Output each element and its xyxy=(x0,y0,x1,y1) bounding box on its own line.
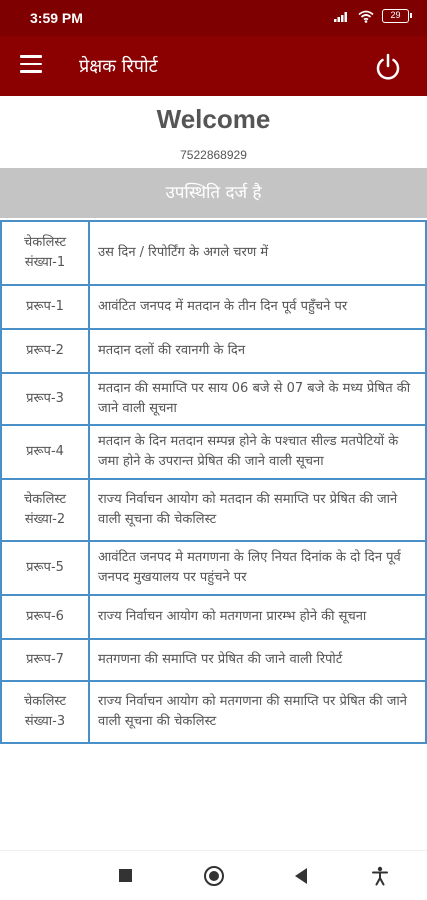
home-icon[interactable] xyxy=(204,866,224,886)
power-icon[interactable] xyxy=(373,52,403,82)
signal-icon xyxy=(334,10,350,22)
report-code: प्ररूप-7 xyxy=(1,639,89,681)
attendance-banner: उपस्थिति दर्ज है xyxy=(0,168,427,218)
report-description: मतदान की समाप्ति पर साय 06 बजे से 07 बजे के मध्य प्रेषित की जाने वाली सूचना xyxy=(89,373,426,425)
battery-icon: 29 xyxy=(382,9,409,23)
app-title: प्रेक्षक रिपोर्ट xyxy=(79,56,158,77)
table-row[interactable] xyxy=(1,595,426,639)
status-bar xyxy=(0,0,427,36)
report-description: मतगणना की समाप्ति पर प्रेषित की जाने वाली रिपोर्ट xyxy=(89,639,426,681)
table-row[interactable] xyxy=(1,373,426,425)
report-code: चेकलिस्ट संख्या-3 xyxy=(1,681,89,743)
back-icon[interactable] xyxy=(295,868,307,884)
status-time: 3:59 PM xyxy=(30,10,83,26)
report-code: प्ररूप-2 xyxy=(1,329,89,373)
report-description: आवंटित जनपद में मतदान के तीन दिन पूर्व पहुँचने पर xyxy=(89,285,426,329)
report-code: प्ररूप-3 xyxy=(1,373,89,425)
report-code: चेकलिस्ट संख्या-2 xyxy=(1,479,89,541)
report-code: प्ररूप-5 xyxy=(1,541,89,595)
report-description: राज्य निर्वाचन आयोग को मतदान की समाप्ति पर प्रेषित की जाने वाली सूचना की चेकलिस्ट xyxy=(89,479,426,541)
report-description: राज्य निर्वाचन आयोग को मतगणना की समाप्ति पर प्रेषित की जाने वाली सूचना की चेकलिस्ट xyxy=(89,681,426,743)
recent-apps-icon[interactable] xyxy=(119,869,132,882)
report-description: आवंटित जनपद मे मतगणना के लिए नियत दिनांक के दो दिन पूर्व जनपद मुखयालय पर पहुंचने पर xyxy=(89,541,426,595)
report-code: प्ररूप-1 xyxy=(1,285,89,329)
accessibility-icon[interactable] xyxy=(371,866,389,886)
report-code: चेकलिस्ट संख्या-1 xyxy=(1,221,89,285)
report-code: प्ररूप-4 xyxy=(1,425,89,479)
system-nav-bar xyxy=(0,850,427,900)
report-description: मतदान के दिन मतदान सम्पन्न होने के पश्चात सील्ड मतपेटियों के जमा होने के उपरान्त प्रेषित की जाने वाली सूचना xyxy=(89,425,426,479)
report-code: प्ररूप-6 xyxy=(1,595,89,639)
report-description: राज्य निर्वाचन आयोग को मतगणना प्रारम्भ होने की सूचना xyxy=(89,595,426,639)
report-description: उस दिन / रिपोर्टिंग के अगले चरण में xyxy=(89,221,426,285)
report-description: मतदान दलों की रवानगी के दिन xyxy=(89,329,426,373)
table-row[interactable] xyxy=(1,479,426,541)
table-row[interactable] xyxy=(1,285,426,329)
wifi-icon xyxy=(358,10,374,23)
table-row[interactable] xyxy=(1,221,426,285)
phone-number: 7522868929 xyxy=(180,148,247,162)
report-table xyxy=(0,220,427,744)
app-bar xyxy=(0,36,427,96)
table-row[interactable] xyxy=(1,639,426,681)
table-row[interactable] xyxy=(1,541,426,595)
menu-icon[interactable] xyxy=(20,55,42,77)
table-row[interactable] xyxy=(1,681,426,743)
welcome-title: Welcome xyxy=(156,104,271,134)
table-row[interactable] xyxy=(1,329,426,373)
table-row[interactable] xyxy=(1,425,426,479)
status-icons xyxy=(334,9,409,23)
